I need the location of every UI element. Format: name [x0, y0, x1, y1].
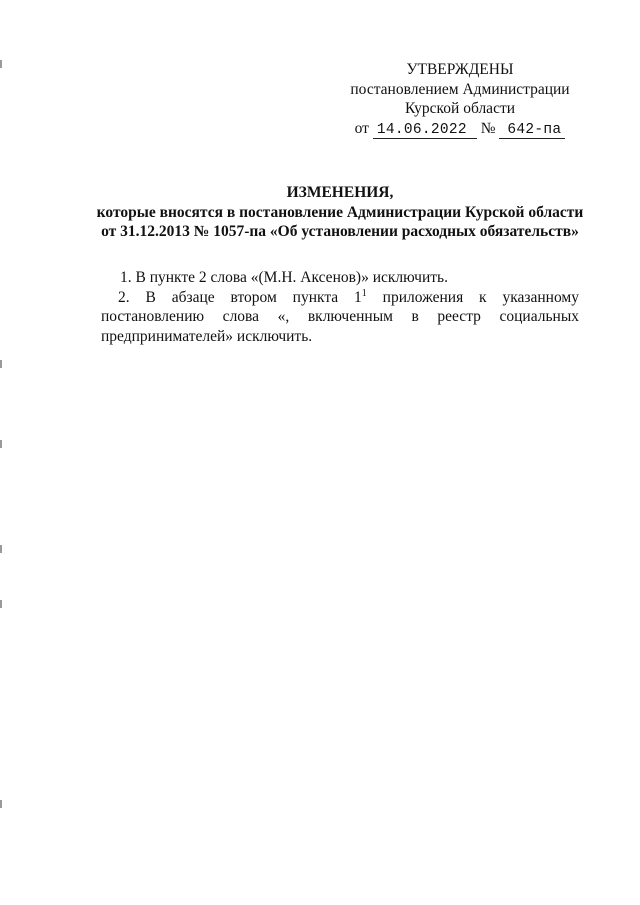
- scan-edge-mark: [0, 360, 2, 368]
- item-2-superscript: 1: [361, 287, 367, 299]
- heading-subtitle-line-2: от 31.12.2013 № 1057-па «Об установлении расходных обязательств»: [101, 223, 579, 240]
- date-value: 14.06.2022: [373, 122, 477, 139]
- date-prefix: от: [354, 119, 369, 137]
- heading-title: ИЗМЕНЕНИЯ,: [286, 184, 394, 201]
- scan-edge-mark: [0, 600, 2, 608]
- approval-block: [340, 60, 580, 139]
- item-2-text-end: приложения к указанному постановлению слова «, включенным в реестр социальных предпринимателей» исключить.: [101, 288, 579, 345]
- heading-subtitle-line-1: которые вносятся в постановление Администрации Курской области: [96, 203, 584, 221]
- scan-edge-mark: [0, 545, 2, 553]
- approval-date-number: [340, 119, 580, 139]
- item-1: 1. В пункте 2 слова «(М.Н. Аксенов)» исключить.: [120, 269, 448, 286]
- item-2-text-start: 2. В абзаце втором пункта 1: [118, 288, 362, 306]
- scan-edge-mark: [0, 60, 2, 68]
- scan-edge-mark: [0, 440, 2, 448]
- item-2: [101, 288, 579, 347]
- approval-line-2: Курской области: [404, 100, 516, 117]
- number-sign: №: [480, 119, 496, 137]
- document-body: [101, 268, 579, 346]
- approval-line-1: постановлением Администрации: [350, 80, 570, 98]
- document-heading: [60, 183, 620, 242]
- scan-edge-mark: [0, 800, 2, 808]
- number-value: 642-па: [499, 122, 565, 139]
- approval-title: УТВЕРЖДЕНЫ: [406, 61, 514, 78]
